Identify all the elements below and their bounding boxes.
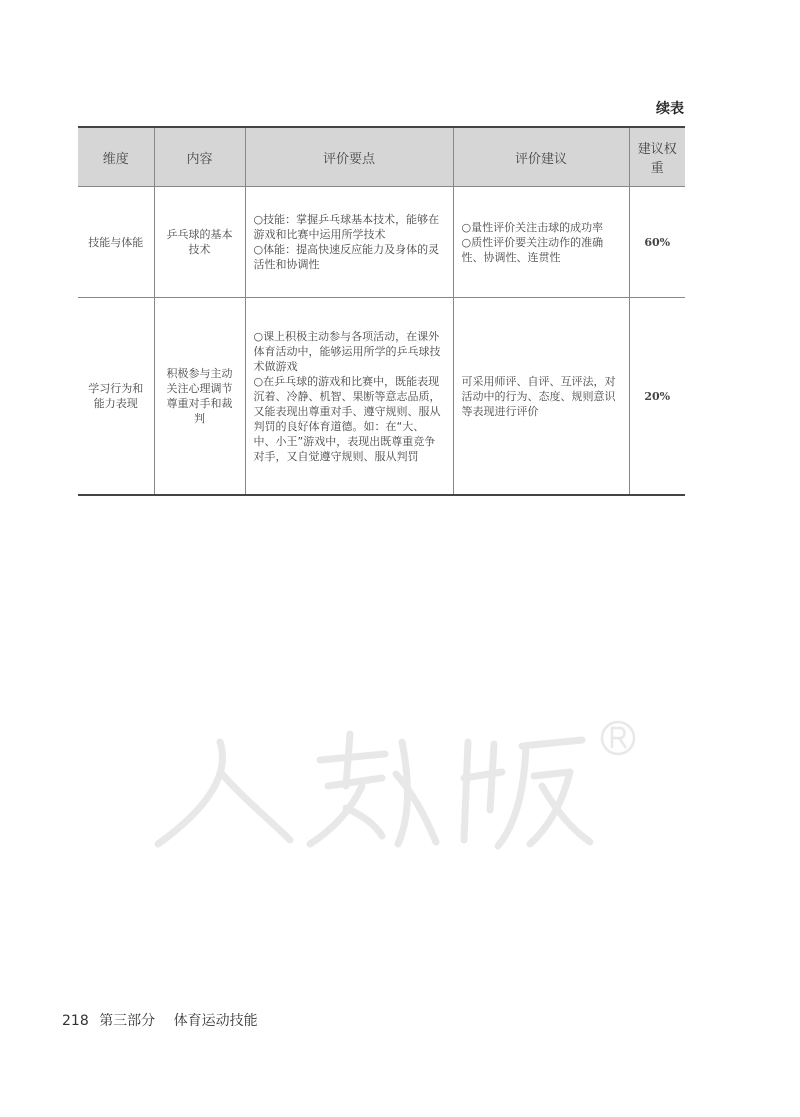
continued-table-label: 续表 bbox=[656, 101, 684, 117]
cell-dimension: 学习行为和能力表现 bbox=[78, 298, 154, 496]
evaluation-table bbox=[78, 126, 685, 496]
cell-dimension: 技能与体能 bbox=[78, 187, 154, 298]
table-row bbox=[78, 187, 685, 298]
key-point-item: ○在乒乓球的游戏和比赛中，既能表现沉着、冷静、机智、果断等意志品质，又能表现出尊重对手、遵守规则、服从判罚的良好体育道德。如：在“大、中、小王”游戏中，表现出既尊重竞争对手，又自觉遵守规则、服从判罚 bbox=[253, 374, 441, 463]
header-suggestions: 评价建议 bbox=[453, 127, 629, 187]
key-point-item: ○体能：提高快速反应能力及身体的灵活性和协调性 bbox=[253, 243, 440, 271]
suggestion-item: ○质性评价要关注动作的准确性、协调性、连贯性 bbox=[461, 235, 604, 264]
publisher-watermark-logo bbox=[150, 712, 650, 862]
header-weight: 建议权重 bbox=[629, 127, 685, 187]
page-number: 218 bbox=[62, 1013, 89, 1029]
table-header-row bbox=[78, 127, 685, 187]
cell-key-points bbox=[245, 298, 453, 496]
suggestion-item: ○量性评价关注击球的成功率 bbox=[461, 220, 604, 234]
header-dimension: 维度 bbox=[78, 127, 154, 187]
cell-suggestions bbox=[453, 187, 629, 298]
header-key-points: 评价要点 bbox=[245, 127, 453, 187]
cell-suggestions bbox=[453, 298, 629, 496]
cell-weight: 60% bbox=[629, 187, 685, 298]
key-point-item: ○课上积极主动参与各项活动，在课外体育活动中，能够运用所学的乒乓球技术做游戏 bbox=[253, 329, 441, 373]
table-row bbox=[78, 298, 685, 496]
page-footer bbox=[62, 1010, 258, 1030]
part-title: 第三部分 bbox=[99, 1013, 156, 1029]
header-content: 内容 bbox=[154, 127, 245, 187]
key-point-item: ○技能：掌握乒乓球基本技术，能够在游戏和比赛中运用所学技术 bbox=[253, 213, 440, 241]
suggestion-item: 可采用师评、自评、互评法，对活动中的行为、态度、规则意识等表现进行评价 bbox=[461, 374, 616, 418]
cell-content: 积极参与主动关注心理调节尊重对手和裁判 bbox=[154, 298, 245, 496]
cell-weight: 20% bbox=[629, 298, 685, 496]
cell-content: 乒乓球的基本技术 bbox=[154, 187, 245, 298]
section-title: 体育运动技能 bbox=[173, 1013, 258, 1029]
cell-key-points bbox=[245, 187, 453, 298]
